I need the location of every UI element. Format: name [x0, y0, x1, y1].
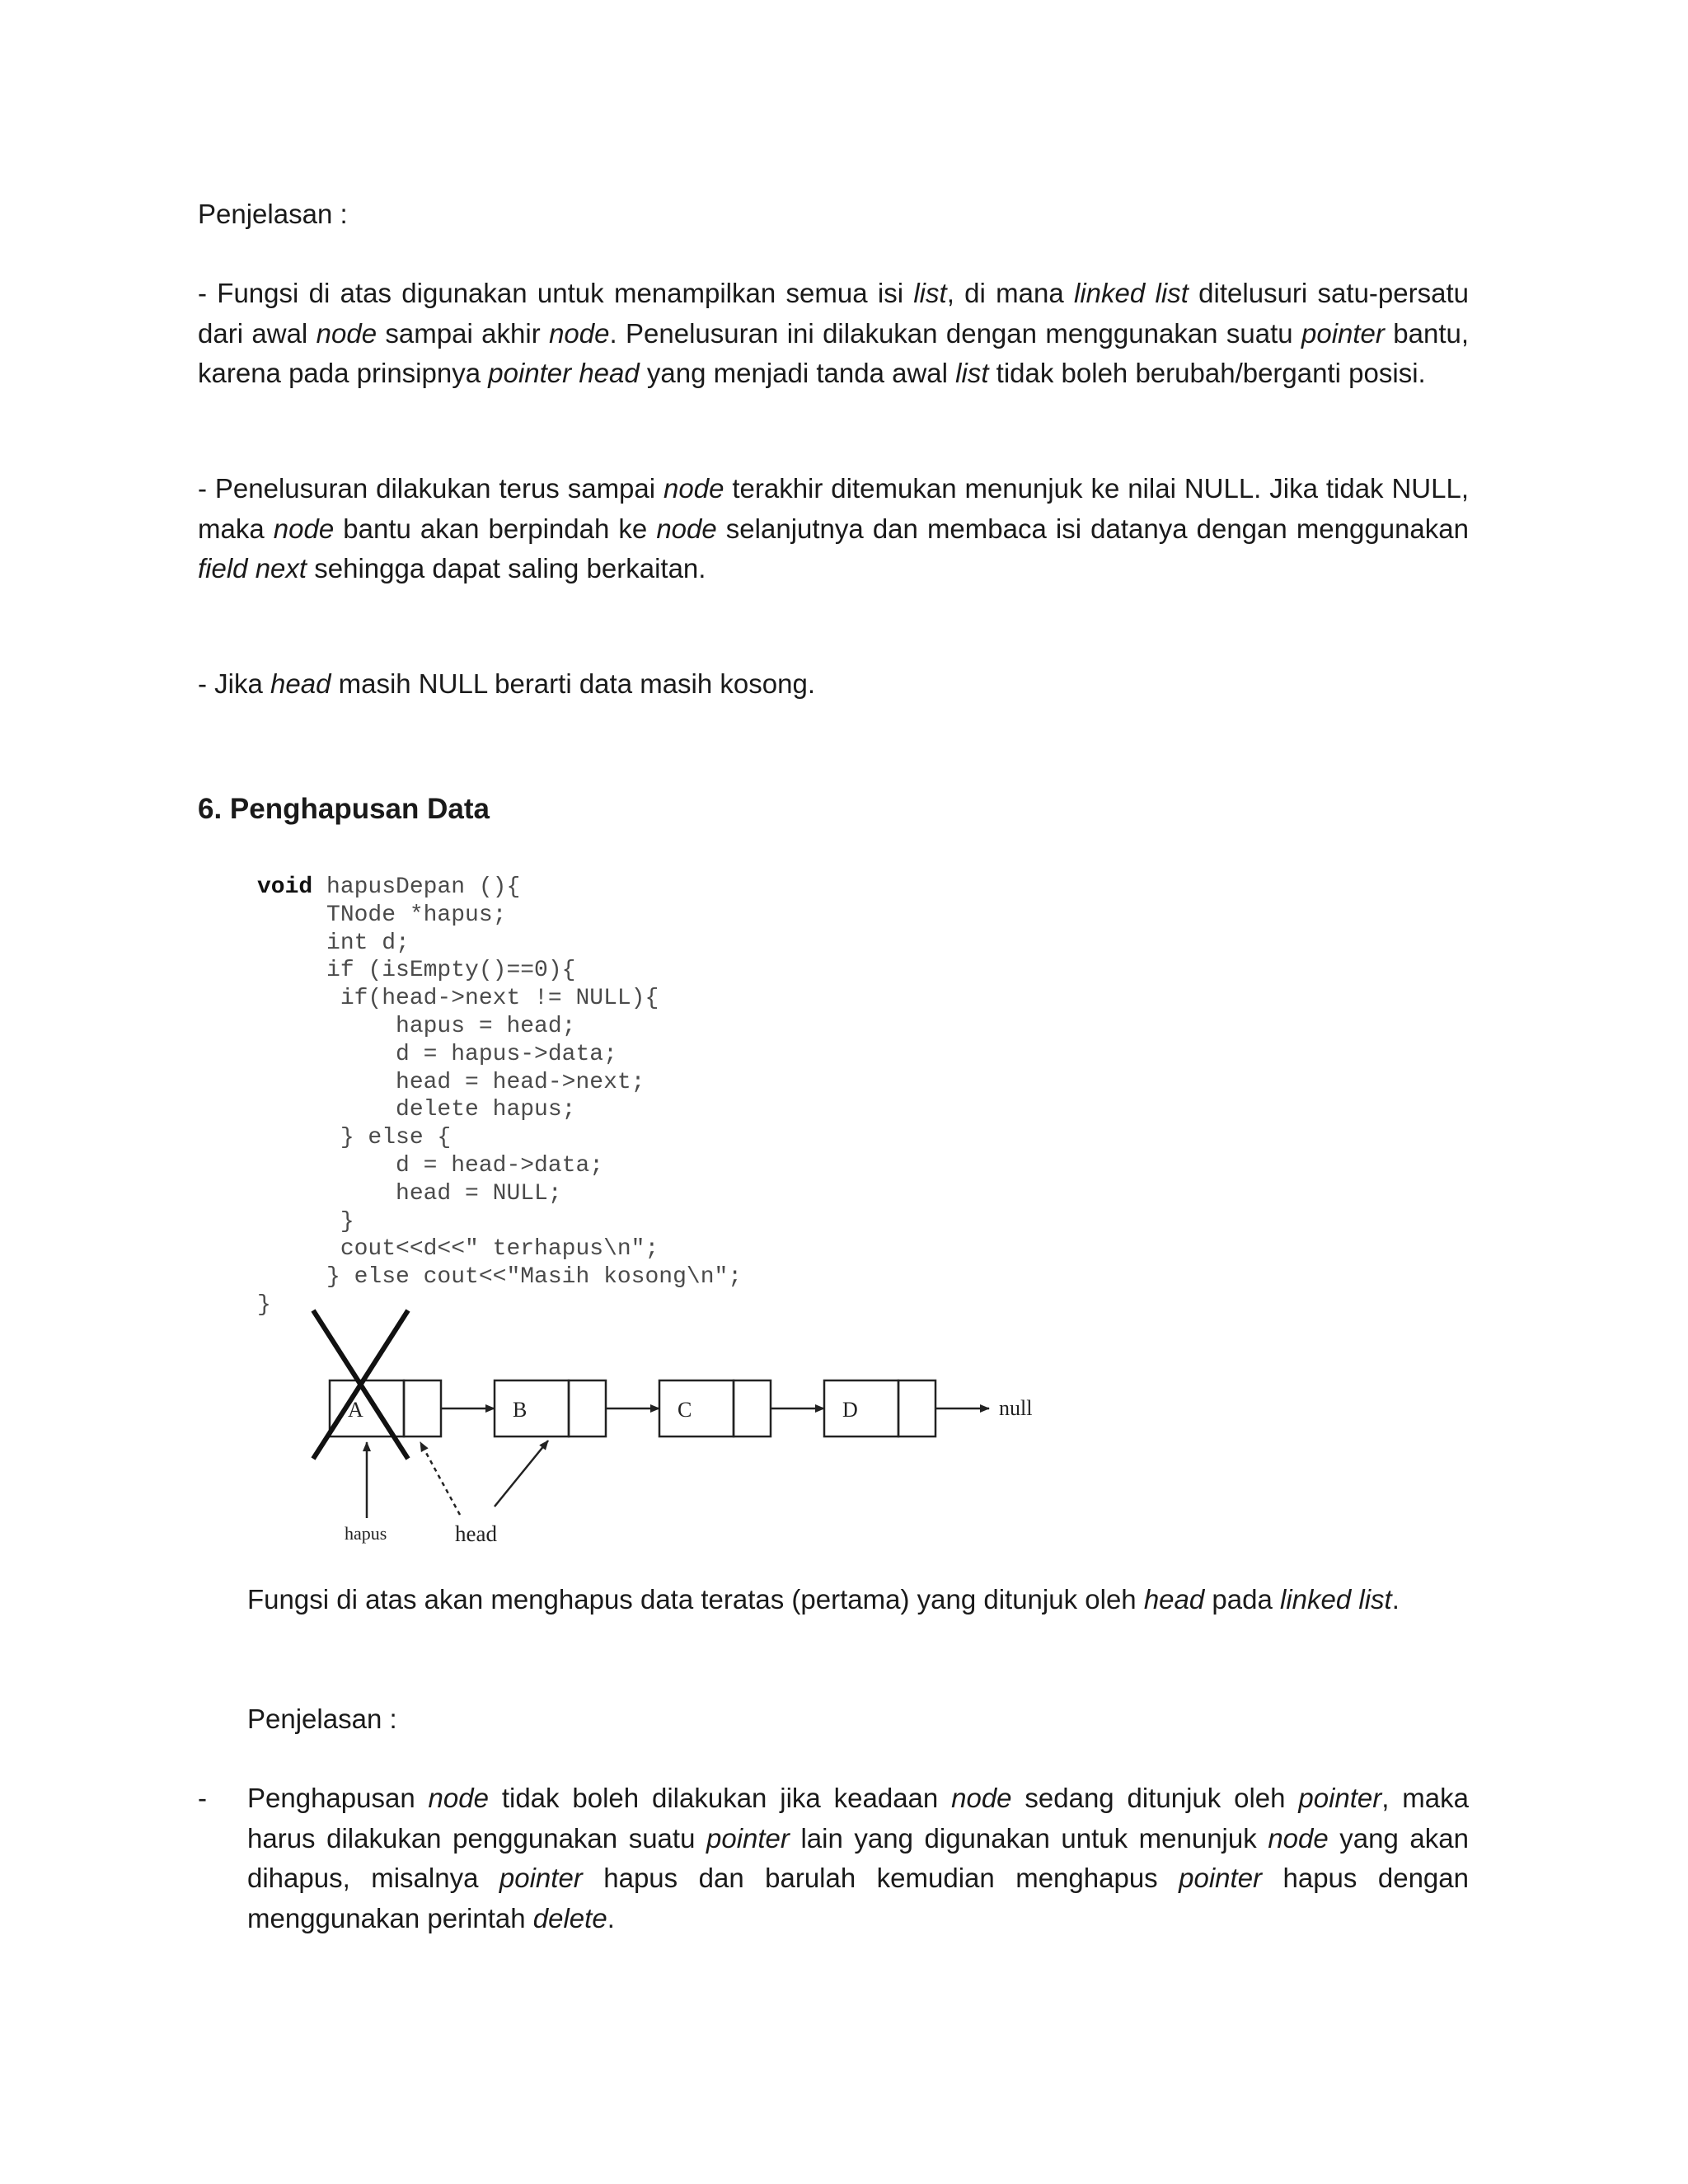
node-label: D	[842, 1398, 858, 1422]
code-line: } else {	[257, 1125, 452, 1151]
node-b	[495, 1380, 606, 1436]
code-line: int d;	[257, 930, 410, 956]
code-line: head = head->next;	[257, 1069, 645, 1095]
code-line: }	[257, 1208, 354, 1235]
bullet-empty	[198, 664, 1469, 705]
code-line: }	[257, 1291, 271, 1318]
node-d	[824, 1380, 935, 1436]
node-label: A	[348, 1398, 363, 1422]
node-label: C	[678, 1398, 692, 1422]
head-label: head	[455, 1521, 497, 1546]
code-line: d = hapus->data;	[257, 1041, 617, 1067]
bullet-text: - Fungsi di atas digunakan untuk menampilkan semua isi list, di mana linked list ditelusuri satu-persatu dari awal node sampai akhir node. Penelusuran ini dilakukan dengan menggunakan suatu pointer bantu, karena pada prinsipnya pointer head yang menjadi tanda awal list tidak boleh berubah/berganti posisi.	[198, 278, 1470, 388]
code-line: if(head->next != NULL){	[257, 986, 659, 1012]
description-paragraph	[198, 1580, 1469, 1620]
code-line: if (isEmpty()==0){	[257, 958, 576, 984]
code-line: cout<<d<<" terhapus\n";	[257, 1236, 659, 1263]
head-old-pointer-arrow	[420, 1442, 460, 1515]
description-text: Fungsi di atas akan menghapus data teratas (pertama) yang ditunjuk oleh head pada linked list.	[247, 1584, 1400, 1615]
bullet-text: - Penelusuran dilakukan terus sampai node terakhir ditemukan menunjuk ke nilai NULL. Jika tidak NULL, maka node bantu akan berpindah ke node selanjutnya dan membaca isi datanya dengan menggunakan field next sehingga dapat saling berkaitan.	[198, 473, 1470, 583]
null-label: null	[999, 1396, 1033, 1420]
code-line: } else cout<<"Masih kosong\n";	[257, 1264, 743, 1291]
intro-label: Penjelasan :	[198, 199, 348, 229]
code-line: delete hapus;	[257, 1097, 576, 1123]
bullet-dash: -	[198, 1783, 207, 1813]
code-snippet	[257, 874, 742, 1319]
bullet-null-check	[198, 469, 1469, 589]
code-line: d = head->data;	[257, 1152, 604, 1179]
bullet-text: Penghapusan node tidak boleh dilakukan jika keadaan node sedang ditunjuk oleh pointer, maka harus dilakukan penggunakan suatu pointer lain yang digunakan untuk menunjuk node yang akan dihapus, misalnya pointer hapus dan barulah kemudian menghapus pointer hapus dengan menggunakan perintah delete.	[247, 1783, 1469, 1933]
code-line: head = NULL;	[257, 1180, 562, 1207]
code-line: TNode *hapus;	[257, 902, 507, 928]
section-heading: 6. Penghapusan Data	[198, 793, 490, 825]
hapus-label: hapus	[345, 1523, 387, 1544]
bullet-delete-node	[198, 1779, 1469, 1938]
bullet-text: - Jika head masih NULL berarti data masih kosong.	[198, 668, 815, 699]
linked-list-diagram	[297, 1302, 1071, 1549]
code-line: hapus = head;	[257, 1013, 576, 1039]
code-line: void hapusDepan (){	[257, 874, 521, 900]
head-new-pointer-arrow	[495, 1441, 548, 1507]
second-label: Penjelasan :	[247, 1704, 397, 1734]
node-c	[659, 1380, 771, 1436]
bullet-traverse	[198, 274, 1469, 394]
node-label: B	[513, 1398, 528, 1422]
